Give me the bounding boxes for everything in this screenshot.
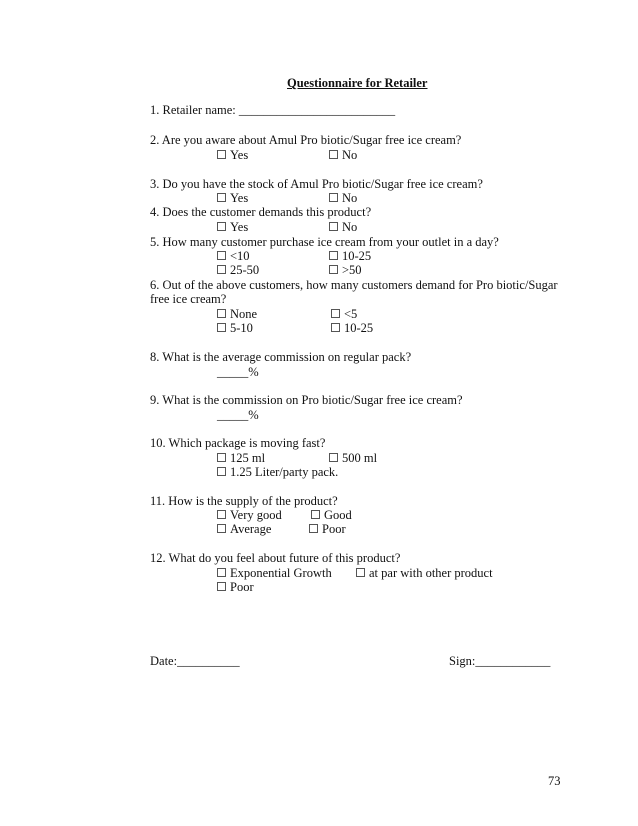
checkbox-icon [309,524,318,533]
question-9: 9. What is the commission on Pro biotic/Sugar free ice cream? [150,393,463,407]
q9-answer-blank[interactable]: _____% [217,408,259,422]
q4-option-yes[interactable]: Yes [217,220,248,235]
checkbox-icon [217,193,226,202]
q11-option-poor[interactable]: Poor [309,522,346,537]
checkbox-icon [217,251,226,260]
checkbox-icon [217,510,226,519]
checkbox-icon [329,222,338,231]
q5-option-10-25[interactable]: 10-25 [329,249,371,264]
q5-option-gt50[interactable]: >50 [329,263,362,278]
q11-option-average[interactable]: Average [217,522,271,537]
checkbox-icon [217,453,226,462]
q10-option-125ml[interactable]: 125 ml [217,451,265,466]
question-3: 3. Do you have the stock of Amul Pro biotic/Sugar free ice cream? [150,177,483,191]
checkbox-icon [217,309,226,318]
checkbox-icon [217,265,226,274]
question-6-line-2: free ice cream? [150,292,227,306]
question-10: 10. Which package is moving fast? [150,436,326,450]
page-number: 73 [548,774,561,788]
checkbox-icon [329,453,338,462]
q8-answer-blank[interactable]: _____% [217,365,259,379]
q5-option-lt10[interactable]: <10 [217,249,250,264]
page-title: Questionnaire for Retailer [287,76,428,90]
checkbox-icon [329,193,338,202]
checkbox-icon [329,150,338,159]
q4-option-no[interactable]: No [329,220,357,235]
checkbox-icon [217,524,226,533]
q6-option-lt5[interactable]: <5 [331,307,357,322]
q6-option-5-10[interactable]: 5-10 [217,321,253,336]
q12-option-poor[interactable]: Poor [217,580,254,595]
checkbox-icon [217,568,226,577]
question-5: 5. How many customer purchase ice cream from your outlet in a day? [150,235,499,249]
checkbox-icon [217,467,226,476]
checkbox-icon [329,265,338,274]
q12-option-at-par[interactable]: at par with other product [356,566,493,581]
checkbox-icon [331,309,340,318]
q2-option-no[interactable]: No [329,148,357,163]
question-4: 4. Does the customer demands this product? [150,205,372,219]
checkbox-icon [331,323,340,332]
question-6-line-1: 6. Out of the above customers, how many customers demand for Pro biotic/Sugar [150,278,558,292]
q3-option-no[interactable]: No [329,191,357,206]
checkbox-icon [217,323,226,332]
q6-option-none[interactable]: None [217,307,257,322]
q10-option-party-pack[interactable]: 1.25 Liter/party pack. [217,465,338,480]
checkbox-icon [356,568,365,577]
question-2: 2. Are you aware about Amul Pro biotic/Sugar free ice cream? [150,133,462,147]
question-8: 8. What is the average commission on regular pack? [150,350,412,364]
checkbox-icon [217,222,226,231]
checkbox-icon [217,582,226,591]
checkbox-icon [217,150,226,159]
q11-option-good[interactable]: Good [311,508,352,523]
q12-option-exponential-growth[interactable]: Exponential Growth [217,566,332,581]
q6-option-10-25[interactable]: 10-25 [331,321,373,336]
q5-option-25-50[interactable]: 25-50 [217,263,259,278]
checkbox-icon [329,251,338,260]
checkbox-icon [311,510,320,519]
q10-option-500ml[interactable]: 500 ml [329,451,377,466]
question-1: 1. Retailer name: _________________________ [150,103,396,117]
question-12: 12. What do you feel about future of this product? [150,551,401,565]
q2-option-yes[interactable]: Yes [217,148,248,163]
q3-option-yes[interactable]: Yes [217,191,248,206]
date-field[interactable]: Date:__________ [150,654,240,668]
signature-field[interactable]: Sign:____________ [449,654,551,668]
q11-option-very-good[interactable]: Very good [217,508,282,523]
question-11: 11. How is the supply of the product? [150,494,338,508]
